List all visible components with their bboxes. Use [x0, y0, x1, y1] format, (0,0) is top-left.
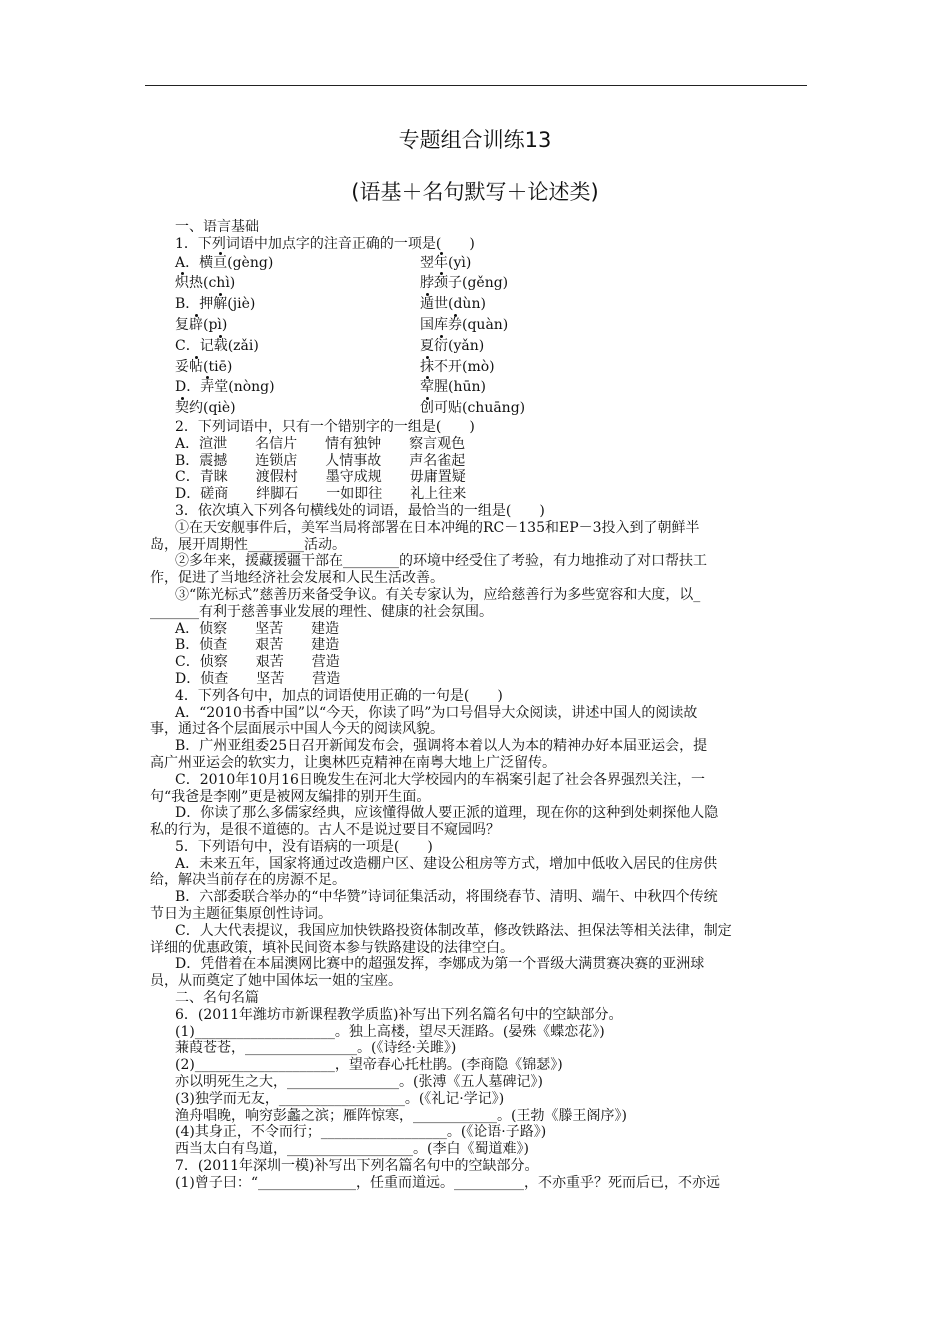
line-text: 3．依次填入下列各句横线处的词语，最恰当的一组是( ) — [175, 502, 545, 519]
emphasis-dot: 辟 — [189, 316, 203, 333]
line-text-right: 创可贴(chuāng) — [420, 400, 526, 417]
line-text: 详细的优惠政策，填补民间资本参与铁路建设的法律空白。 — [150, 939, 514, 956]
line-text: 渔舟唱晚，响穷彭蠡之滨；雁阵惊寒，____________。(王勃《滕王阁序》) — [175, 1107, 627, 1124]
text-line — [150, 738, 810, 755]
line-text: C．青睐 渡假村 墨守成规 毋庸置疑 — [175, 469, 466, 486]
emphasis-dot: 荤 — [420, 379, 434, 396]
header-rule — [145, 85, 807, 86]
line-text: C．记载(zǎi) — [175, 337, 259, 354]
line-text: (1)曾子曰：“______________，任重而道远。__________，不亦重乎？死而后已，不亦远 — [175, 1174, 720, 1191]
emphasis-dot: 遁 — [420, 296, 434, 313]
line-text: 蒹葭苍苍，________________。(《诗经·关雎》) — [175, 1040, 457, 1057]
line-text: 作，促进了当地经济社会发展和人民生活改善。 — [150, 570, 444, 587]
text-line — [150, 772, 810, 789]
line-text: 复辟(pì) — [175, 316, 228, 333]
line-text: A．“2010书香中国”以“今天，你读了吗”为口号倡导大众阅读，讲述中国人的阅读故 — [175, 704, 698, 721]
emphasis-dot: 弄 — [200, 379, 215, 396]
text-line — [150, 721, 810, 738]
line-text-right: 国库券(quàn) — [420, 316, 509, 333]
line-text: (3)独学而无友，__________________。(《礼记·学记》) — [175, 1090, 505, 1107]
line-text: 一、语言基础 — [175, 219, 259, 235]
text-line — [150, 1040, 810, 1057]
line-text: D．你读了那么多儒家经典，应该懂得做人要正派的道理，现在你的这种到处刺探他人隐 — [175, 805, 719, 822]
line-text: 1．下列词语中加点字的注音正确的一项是( ) — [175, 235, 475, 252]
line-text: 7．(2011年深圳一模)补写出下列名篇名句中的空缺部分。 — [175, 1158, 539, 1175]
line-text-right: 荤腥(hūn) — [420, 379, 486, 396]
text-line — [150, 419, 810, 436]
text-line — [150, 671, 810, 688]
emphasis-dot: 解 — [213, 296, 228, 313]
line-text: 5．下列语句中，没有语病的一项是( ) — [175, 838, 433, 855]
text-line — [150, 253, 810, 274]
line-text: ②多年来，援藏援疆干部在________的环境中经受住了考验，有力地推动了对口帮扶工 — [175, 553, 707, 570]
text-line — [150, 654, 810, 671]
line-text: D．凭借着在本届澳网比赛中的超强发挥，李娜成为第一个晋级大满贯赛决赛的亚洲球 — [175, 956, 705, 973]
line-text: D．磋商 绊脚石 一如即往 礼上往来 — [175, 486, 467, 503]
line-text: ③“陈光标式”慈善历来备受争议。有关专家认为，应给慈善行为多些宽容和大度，以_ — [175, 586, 701, 603]
text-line — [150, 1007, 810, 1024]
text-line — [150, 357, 810, 378]
line-text: 6．(2011年潍坊市新课程教学质监)补写出下列名篇名句中的空缺部分。 — [175, 1006, 623, 1023]
text-line — [150, 1057, 810, 1074]
emphasis-dot: 颈 — [434, 275, 448, 292]
line-text: 二、名句名篇 — [175, 990, 259, 1007]
text-line — [150, 219, 810, 236]
emphasis-dot: 衍 — [434, 337, 448, 354]
text-line — [150, 503, 810, 520]
exercise-body — [150, 219, 810, 1192]
text-line — [150, 469, 810, 486]
line-text: 岛，展开周期性________活动。 — [150, 536, 346, 553]
line-text: C．2010年10月16日晚发生在河北大学校园内的车祸案引起了社会各界强烈关注，一 — [175, 771, 705, 788]
text-line — [150, 637, 810, 654]
text-line — [150, 1124, 810, 1141]
text-line — [150, 906, 810, 923]
text-line — [150, 1074, 810, 1091]
text-line — [150, 805, 810, 822]
text-line — [150, 940, 810, 957]
line-text: 员，从而奠定了她中国体坛一姐的宝座。 — [150, 973, 402, 990]
line-text: C．侦察 艰苦 营造 — [175, 654, 340, 671]
line-text: 妥帖(tiē) — [175, 358, 233, 375]
line-text: D．弄堂(nòng) — [175, 379, 275, 396]
line-text: (2)____________________，望帝春心托杜鹃。(李商隐《锦瑟》) — [175, 1057, 563, 1074]
text-line — [150, 273, 810, 294]
emphasis-dot: 亘 — [213, 254, 228, 271]
line-text: B．侦查 艰苦 建造 — [175, 637, 340, 654]
text-line — [150, 1141, 810, 1158]
text-line — [150, 570, 810, 587]
line-text: 句“我爸是李刚”更是被网友编排的别开生面。 — [150, 788, 431, 805]
text-line — [150, 755, 810, 772]
text-line — [150, 520, 810, 537]
text-line — [150, 1024, 810, 1041]
line-text: 炽热(chì) — [175, 275, 236, 292]
line-text-right: 遁世(dùn) — [420, 296, 486, 313]
line-text: 节日为主题征集原创性诗词。 — [150, 906, 332, 923]
text-line — [150, 1158, 810, 1175]
line-text: B．六部委联合举办的“中华赞”诗词征集活动，将围绕春节、清明、端午、中秋四个传统 — [175, 889, 718, 906]
text-line — [150, 688, 810, 705]
emphasis-dot: 年 — [434, 254, 448, 271]
text-line — [150, 604, 810, 621]
line-text-right: 脖颈子(gěng) — [420, 275, 509, 292]
page-subtitle: (语基＋名句默写＋论述类) — [351, 180, 599, 204]
line-text: B．押解(jiè) — [175, 296, 256, 313]
text-line — [150, 973, 810, 990]
text-line — [150, 377, 810, 398]
line-text: 给，解决当前存在的房源不足。 — [150, 872, 346, 889]
line-text: A．横亘(gèng) — [175, 254, 274, 271]
line-text: C．人大代表提议，我国应加快铁路投资体制改革，修改铁路法、担保法等相关法律，制定 — [175, 922, 732, 939]
text-line — [150, 398, 810, 419]
text-line — [150, 587, 810, 604]
line-text-right: 夏衍(yǎn) — [420, 337, 485, 354]
emphasis-dot: 载 — [213, 337, 228, 354]
emphasis-dot: 帖 — [189, 358, 203, 375]
line-text: 私的行为，是很不道德的。古人不是说过要目不窥园吗？ — [150, 822, 500, 839]
emphasis-dot: 抹 — [420, 358, 434, 375]
line-text: 事，通过各个层面展示中国人今天的阅读风貌。 — [150, 721, 444, 738]
text-line — [150, 315, 810, 336]
text-line — [150, 889, 810, 906]
text-line — [150, 486, 810, 503]
page-title: 专题组合训练13 — [398, 128, 552, 152]
line-text: D．侦查 坚苦 营造 — [175, 670, 341, 687]
emphasis-dot: 创 — [420, 400, 434, 417]
text-line — [150, 453, 810, 470]
text-line — [150, 537, 810, 554]
text-line — [150, 1108, 810, 1125]
line-text: ①在天安舰事件后，美军当局将部署在日本冲绳的RC－135和EP－3投入到了朝鲜半 — [175, 519, 700, 536]
line-text: A．侦察 坚苦 建造 — [175, 620, 340, 637]
text-line — [150, 822, 810, 839]
text-line — [150, 839, 810, 856]
text-line — [150, 336, 810, 357]
line-text: 契约(qiè) — [175, 400, 236, 417]
line-text: B．广州亚组委25日召开新闻发布会，强调将本着以人为本的精神办好本届亚运会，提 — [175, 738, 708, 755]
text-line — [150, 236, 810, 253]
line-text-right: 翌年(yì) — [420, 254, 472, 271]
line-text: 2．下列词语中，只有一个错别字的一组是( ) — [175, 418, 475, 435]
text-line — [150, 956, 810, 973]
emphasis-dot: 契 — [175, 400, 189, 417]
emphasis-dot: 券 — [448, 316, 462, 333]
line-text: 高广州亚运会的软实力，让奥林匹克精神在南粤大地上广泛留传。 — [150, 754, 556, 771]
text-line — [150, 1175, 810, 1192]
line-text: B．震撼 连锁店 人情事故 声名雀起 — [175, 452, 466, 469]
text-line — [150, 789, 810, 806]
text-line — [150, 1091, 810, 1108]
text-line — [150, 436, 810, 453]
emphasis-dot: 炽 — [175, 275, 189, 292]
line-text-right: 抹不开(mò) — [420, 358, 495, 375]
line-text: 西当太白有鸟道，__________________。(李白《蜀道难》) — [175, 1141, 529, 1158]
line-text: (4)其身正，不令而行；__________________。(《论语·子路》) — [175, 1124, 547, 1141]
line-text: A．渲泄 名信片 情有独钟 察言观色 — [175, 435, 466, 452]
text-line — [150, 553, 810, 570]
text-line — [150, 705, 810, 722]
line-text: A．未来五年，国家将通过改造棚户区、建设公租房等方式，增加中低收入居民的住房供 — [175, 855, 718, 872]
text-line — [150, 856, 810, 873]
line-text: (1)____________________。独上高楼，望尽天涯路。(晏殊《蝶恋花》) — [175, 1023, 605, 1040]
line-text: 4．下列各句中，加点的词语使用正确的一句是( ) — [175, 687, 503, 704]
text-line — [150, 923, 810, 940]
text-line — [150, 872, 810, 889]
text-line — [150, 294, 810, 315]
text-line — [150, 621, 810, 638]
line-text: 亦以明死生之大，________________。(张溥《五人墓碑记》) — [175, 1074, 543, 1091]
line-text: _______有利于慈善事业发展的理性、健康的社会氛围。 — [150, 603, 493, 620]
text-line — [150, 990, 810, 1007]
